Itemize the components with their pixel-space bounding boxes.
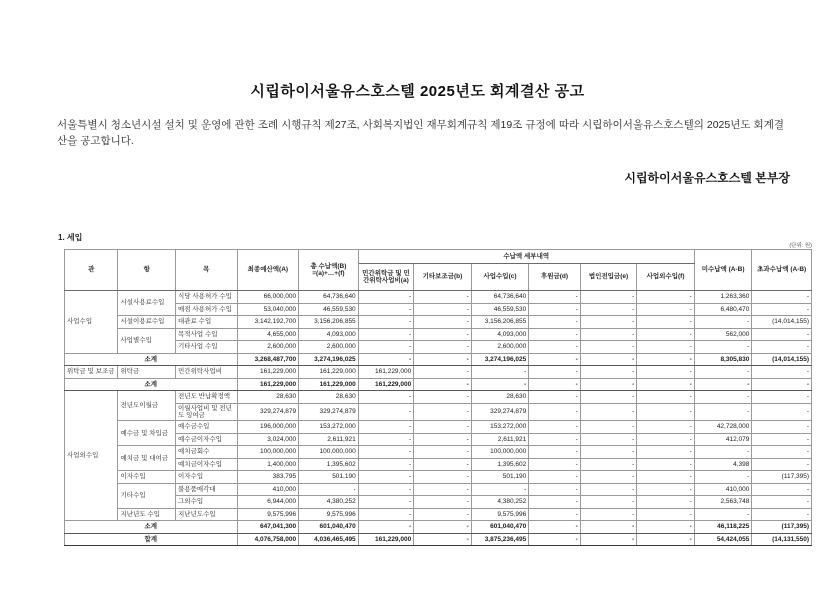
table-cell: - bbox=[694, 446, 752, 459]
table-cell: 161,229,000 bbox=[299, 378, 359, 391]
table-cell: - bbox=[752, 303, 812, 316]
table-cell: - bbox=[358, 291, 414, 304]
col-header-detail-b: 기타보조금(b) bbox=[414, 264, 472, 291]
table-cell: - bbox=[358, 303, 414, 316]
table-cell: - bbox=[358, 391, 414, 404]
table-cell: - bbox=[694, 508, 752, 521]
table-cell: - bbox=[694, 471, 752, 484]
col-header-detail-c: 사업수입(c) bbox=[471, 264, 529, 291]
table-cell: 6,480,470 bbox=[694, 303, 752, 316]
table-cell: - bbox=[580, 508, 637, 521]
table-cell: 사업수입 bbox=[65, 291, 118, 354]
table-cell: - bbox=[529, 521, 580, 534]
table-row bbox=[65, 366, 812, 379]
table-cell: - bbox=[637, 483, 695, 496]
table-cell: - bbox=[637, 403, 695, 421]
table-row bbox=[65, 391, 812, 404]
table-cell: - bbox=[358, 341, 414, 354]
col-header-hang: 항 bbox=[118, 250, 176, 291]
table-cell: 601,040,470 bbox=[471, 521, 529, 534]
table-cell: - bbox=[414, 366, 472, 379]
table-cell: - bbox=[358, 521, 414, 534]
table-row bbox=[65, 316, 812, 329]
table-cell: - bbox=[637, 421, 695, 434]
table-cell: - bbox=[580, 391, 637, 404]
table-cell: 100,000,000 bbox=[299, 446, 359, 459]
table-cell: 그외수입 bbox=[176, 496, 238, 509]
table-cell: 3,268,487,700 bbox=[237, 353, 299, 366]
table-cell: 예치금회수 bbox=[176, 446, 238, 459]
table-cell: 46,559,530 bbox=[299, 303, 359, 316]
table-cell: - bbox=[752, 378, 812, 391]
table-cell: - bbox=[471, 378, 529, 391]
table-cell: - bbox=[637, 328, 695, 341]
table-cell: - bbox=[529, 328, 580, 341]
table-cell: - bbox=[358, 353, 414, 366]
table-cell: 64,736,640 bbox=[299, 291, 359, 304]
table-cell: - bbox=[414, 533, 472, 546]
section-label-revenue: 1. 세입 bbox=[58, 233, 83, 242]
table-cell: - bbox=[580, 303, 637, 316]
table-cell: 329,274,879 bbox=[237, 403, 299, 421]
table-cell: 2,563,748 bbox=[694, 496, 752, 509]
col-header-detail-e: 법인전입금(e) bbox=[580, 264, 637, 291]
subtotal-row bbox=[65, 378, 812, 391]
table-cell: 이자수입 bbox=[176, 471, 238, 484]
table-cell: - bbox=[637, 366, 695, 379]
table-cell: - bbox=[414, 341, 472, 354]
table-cell: - bbox=[580, 458, 637, 471]
table-cell: - bbox=[529, 421, 580, 434]
table-cell: - bbox=[637, 433, 695, 446]
table-cell: - bbox=[358, 483, 414, 496]
table-row bbox=[65, 496, 812, 509]
table-cell: 예수금이자수입 bbox=[176, 433, 238, 446]
table-cell: - bbox=[580, 403, 637, 421]
table-cell: 목적사업 수입 bbox=[176, 328, 238, 341]
table-cell: 383,795 bbox=[237, 471, 299, 484]
table-cell: - bbox=[637, 391, 695, 404]
table-cell: - bbox=[529, 458, 580, 471]
table-row bbox=[65, 483, 812, 496]
table-cell: 1,395,602 bbox=[299, 458, 359, 471]
table-cell: 161,229,000 bbox=[299, 366, 359, 379]
table-cell: 100,000,000 bbox=[237, 446, 299, 459]
table-cell: - bbox=[637, 353, 695, 366]
page-title: 시립하이서울유스호스텔 2025년도 회계결산 공고 bbox=[250, 83, 585, 100]
revenue-table bbox=[64, 249, 812, 546]
table-cell: 28,630 bbox=[237, 391, 299, 404]
table-cell: - bbox=[529, 316, 580, 329]
table-cell: 28,630 bbox=[471, 391, 529, 404]
table-cell: - bbox=[637, 291, 695, 304]
signer-line: 시립하이서울유스호스텔 본부장 bbox=[624, 171, 790, 185]
table-cell: - bbox=[637, 508, 695, 521]
table-cell: - bbox=[752, 291, 812, 304]
table-cell: - bbox=[580, 328, 637, 341]
table-cell: 161,229,000 bbox=[358, 378, 414, 391]
table-cell: 4,398 bbox=[694, 458, 752, 471]
table-cell: - bbox=[752, 508, 812, 521]
table-cell: 이자수입 bbox=[118, 471, 176, 484]
table-cell: - bbox=[414, 378, 472, 391]
table-cell: - bbox=[637, 303, 695, 316]
table-cell: - bbox=[529, 471, 580, 484]
table-cell: (14,014,155) bbox=[752, 316, 812, 329]
table-cell: - bbox=[752, 341, 812, 354]
table-cell: 28,630 bbox=[299, 391, 359, 404]
table-cell: 501,190 bbox=[471, 471, 529, 484]
table-cell: - bbox=[752, 421, 812, 434]
table-cell: - bbox=[529, 391, 580, 404]
table-cell: - bbox=[752, 328, 812, 341]
table-cell: 46,559,530 bbox=[471, 303, 529, 316]
table-row bbox=[65, 433, 812, 446]
table-cell: - bbox=[358, 446, 414, 459]
table-cell: - bbox=[529, 366, 580, 379]
col-header-detail-f: 사업외수입(f) bbox=[637, 264, 695, 291]
table-cell: - bbox=[637, 533, 695, 546]
table-cell: 3,274,196,025 bbox=[471, 353, 529, 366]
table-cell: 3,156,206,855 bbox=[471, 316, 529, 329]
table-cell: 601,040,470 bbox=[299, 521, 359, 534]
table-cell: 사업외수입 bbox=[65, 391, 118, 521]
total-received-line2: =(a)+…+(f) bbox=[312, 270, 345, 277]
table-cell: - bbox=[752, 391, 812, 404]
table-cell: 153,272,000 bbox=[299, 421, 359, 434]
table-cell: 민간위탁사업비 bbox=[176, 366, 238, 379]
announcement-body-text: 서울특별시 청소년시설 설치 및 운영에 관한 조례 시행규칙 제27조, 사회복지법인 재무회계규칙 제19조 규정에 따라 시립하이서울유스호스텔의 2025년도 회계결산을 공고합니다. bbox=[57, 119, 784, 148]
table-cell: 소계 bbox=[65, 378, 238, 391]
table-cell: - bbox=[414, 291, 472, 304]
table-cell: 시설이용료수입 bbox=[118, 316, 176, 329]
table-row bbox=[65, 446, 812, 459]
table-cell: - bbox=[529, 303, 580, 316]
table-cell: - bbox=[358, 421, 414, 434]
col-header-final-budget: 최종예산액(A) bbox=[237, 250, 299, 291]
table-cell: 501,190 bbox=[299, 471, 359, 484]
col-header-detail-d: 후원금(d) bbox=[529, 264, 580, 291]
table-cell: 329,274,879 bbox=[299, 403, 359, 421]
total-row bbox=[65, 533, 812, 546]
table-cell: 기타사업 수입 bbox=[176, 341, 238, 354]
table-row bbox=[65, 458, 812, 471]
table-cell: 161,229,000 bbox=[237, 378, 299, 391]
table-cell: - bbox=[580, 433, 637, 446]
table-cell: - bbox=[358, 471, 414, 484]
total-received-line1: 총 수납액(B) bbox=[310, 262, 347, 270]
table-cell: 42,728,000 bbox=[694, 421, 752, 434]
table-cell: - bbox=[580, 471, 637, 484]
table-cell: - bbox=[358, 316, 414, 329]
table-cell: - bbox=[694, 403, 752, 421]
table-cell: 사업별수입 bbox=[118, 328, 176, 353]
table-cell: - bbox=[471, 366, 529, 379]
table-cell: - bbox=[752, 458, 812, 471]
table-cell: - bbox=[580, 521, 637, 534]
table-cell: 위탁금 및 보조금 bbox=[65, 366, 118, 379]
table-cell: - bbox=[752, 483, 812, 496]
table-cell: 410,000 bbox=[694, 483, 752, 496]
table-cell: 2,600,000 bbox=[237, 341, 299, 354]
table-cell: 1,400,000 bbox=[237, 458, 299, 471]
table-cell: (14,014,155) bbox=[752, 353, 812, 366]
subtotal-row bbox=[65, 521, 812, 534]
table-cell: - bbox=[414, 496, 472, 509]
table-cell: - bbox=[299, 483, 359, 496]
table-row bbox=[65, 328, 812, 341]
table-row bbox=[65, 508, 812, 521]
table-cell: 161,229,000 bbox=[358, 366, 414, 379]
table-cell: - bbox=[414, 521, 472, 534]
table-cell: - bbox=[414, 391, 472, 404]
table-cell: - bbox=[358, 508, 414, 521]
table-cell: - bbox=[358, 403, 414, 421]
table-cell: 647,041,300 bbox=[237, 521, 299, 534]
table-cell: 3,156,206,855 bbox=[299, 316, 359, 329]
col-header-gwan: 관 bbox=[65, 250, 118, 291]
table-cell: - bbox=[414, 446, 472, 459]
table-cell: - bbox=[580, 378, 637, 391]
table-cell: - bbox=[637, 316, 695, 329]
table-cell: - bbox=[529, 508, 580, 521]
table-cell: 소계 bbox=[65, 353, 238, 366]
table-cell: - bbox=[694, 316, 752, 329]
col-header-detail-group: 수납액 세부내역 bbox=[358, 250, 694, 264]
table-cell: 1,395,602 bbox=[471, 458, 529, 471]
table-cell: 3,142,192,700 bbox=[237, 316, 299, 329]
table-cell: - bbox=[414, 471, 472, 484]
table-cell: 4,380,252 bbox=[299, 496, 359, 509]
table-row bbox=[65, 471, 812, 484]
table-cell: - bbox=[358, 496, 414, 509]
table-cell: 불용품매각대 bbox=[176, 483, 238, 496]
table-cell: 소계 bbox=[65, 521, 238, 534]
table-cell: - bbox=[414, 328, 472, 341]
table-cell: - bbox=[580, 316, 637, 329]
table-row bbox=[65, 291, 812, 304]
table-cell: 161,229,000 bbox=[237, 366, 299, 379]
table-cell: - bbox=[752, 403, 812, 421]
unit-label: (단위: 원) bbox=[789, 243, 812, 249]
table-cell: - bbox=[529, 533, 580, 546]
table-cell: - bbox=[580, 353, 637, 366]
table-cell: 지난년도수입 bbox=[176, 508, 238, 521]
col-header-uncollected: 미수납액 (A-B) bbox=[694, 250, 752, 291]
table-cell: 161,229,000 bbox=[358, 533, 414, 546]
table-cell: (117,395) bbox=[752, 521, 812, 534]
table-cell: 전년도 반납확정액 bbox=[176, 391, 238, 404]
table-cell: - bbox=[529, 483, 580, 496]
table-cell: 3,024,000 bbox=[237, 433, 299, 446]
table-cell: - bbox=[529, 433, 580, 446]
table-row bbox=[65, 421, 812, 434]
table-row bbox=[65, 403, 812, 421]
table-row bbox=[65, 341, 812, 354]
table-cell: 지난년도 수입 bbox=[118, 508, 176, 521]
table-cell: 4,036,465,495 bbox=[299, 533, 359, 546]
table-cell: - bbox=[358, 433, 414, 446]
table-cell: - bbox=[529, 353, 580, 366]
table-cell: 예치금 및 대여금 bbox=[118, 446, 176, 471]
table-cell: - bbox=[358, 458, 414, 471]
table-cell: 전년도이월금 bbox=[118, 391, 176, 421]
table-cell: - bbox=[580, 366, 637, 379]
table-cell: 2,600,000 bbox=[299, 341, 359, 354]
table-cell: 53,040,000 bbox=[237, 303, 299, 316]
table-cell: - bbox=[580, 483, 637, 496]
col-header-total-received bbox=[299, 250, 359, 291]
table-cell: 9,575,996 bbox=[471, 508, 529, 521]
table-cell: 3,274,196,025 bbox=[299, 353, 359, 366]
table-cell: 6,944,000 bbox=[237, 496, 299, 509]
table-cell: - bbox=[694, 366, 752, 379]
table-cell: - bbox=[580, 446, 637, 459]
table-cell: - bbox=[580, 421, 637, 434]
table-cell: 8,305,830 bbox=[694, 353, 752, 366]
table-cell: 4,093,000 bbox=[471, 328, 529, 341]
table-cell: 2,611,921 bbox=[299, 433, 359, 446]
table-cell: 562,000 bbox=[694, 328, 752, 341]
table-cell: - bbox=[637, 458, 695, 471]
table-cell: 위탁금 bbox=[118, 366, 176, 379]
table-cell: 46,118,225 bbox=[694, 521, 752, 534]
table-cell: 2,600,000 bbox=[471, 341, 529, 354]
table-cell: - bbox=[694, 341, 752, 354]
revenue-table-header bbox=[65, 250, 812, 291]
table-cell: 54,424,055 bbox=[694, 533, 752, 546]
table-cell: - bbox=[637, 378, 695, 391]
table-cell: 대관료 수입 bbox=[176, 316, 238, 329]
table-cell: 9,575,996 bbox=[299, 508, 359, 521]
table-cell: 66,000,000 bbox=[237, 291, 299, 304]
table-cell: 64,736,640 bbox=[471, 291, 529, 304]
col-header-excess: 초과수납액 (A-B) bbox=[752, 250, 812, 291]
table-cell: - bbox=[414, 508, 472, 521]
table-cell: 410,000 bbox=[237, 483, 299, 496]
table-cell: - bbox=[358, 328, 414, 341]
table-cell: (14,131,550) bbox=[752, 533, 812, 546]
table-cell: - bbox=[752, 433, 812, 446]
table-cell: 예치금이자수입 bbox=[176, 458, 238, 471]
table-cell: (117,395) bbox=[752, 471, 812, 484]
table-cell: - bbox=[414, 421, 472, 434]
table-cell: 153,272,000 bbox=[471, 421, 529, 434]
table-cell: 196,000,000 bbox=[237, 421, 299, 434]
table-cell: - bbox=[414, 403, 472, 421]
table-cell: 1,263,360 bbox=[694, 291, 752, 304]
table-cell: 식당 사용허가 수입 bbox=[176, 291, 238, 304]
table-cell: 4,093,000 bbox=[299, 328, 359, 341]
table-cell: 9,575,996 bbox=[237, 508, 299, 521]
table-cell: - bbox=[414, 353, 472, 366]
table-cell: - bbox=[637, 341, 695, 354]
table-cell: 시설사용료수입 bbox=[118, 291, 176, 316]
table-cell: 412,079 bbox=[694, 433, 752, 446]
col-header-detail-a: 민간위탁금 및 민간위탁사업비(a) bbox=[358, 264, 414, 291]
table-cell: - bbox=[529, 446, 580, 459]
table-cell: - bbox=[529, 341, 580, 354]
table-cell: 3,875,236,495 bbox=[471, 533, 529, 546]
table-cell: 합계 bbox=[65, 533, 238, 546]
table-cell: - bbox=[694, 391, 752, 404]
table-row bbox=[65, 303, 812, 316]
header-row-1 bbox=[65, 250, 812, 264]
table-cell: 기타수입 bbox=[118, 483, 176, 508]
table-cell: - bbox=[752, 446, 812, 459]
table-cell: 예수금 및 차입금 bbox=[118, 421, 176, 446]
table-cell: - bbox=[694, 378, 752, 391]
table-cell: 329,274,879 bbox=[471, 403, 529, 421]
table-cell: 2,611,921 bbox=[471, 433, 529, 446]
table-cell: - bbox=[637, 521, 695, 534]
table-cell: - bbox=[752, 366, 812, 379]
table-cell: - bbox=[580, 496, 637, 509]
table-cell: - bbox=[529, 378, 580, 391]
table-cell: - bbox=[637, 496, 695, 509]
table-cell: - bbox=[752, 496, 812, 509]
table-cell: - bbox=[529, 496, 580, 509]
table-cell: - bbox=[580, 291, 637, 304]
table-cell: - bbox=[637, 471, 695, 484]
table-cell: - bbox=[529, 291, 580, 304]
table-cell: - bbox=[414, 316, 472, 329]
table-cell: 4,655,000 bbox=[237, 328, 299, 341]
table-cell: 4,380,252 bbox=[471, 496, 529, 509]
table-cell: - bbox=[414, 303, 472, 316]
table-cell: - bbox=[580, 533, 637, 546]
table-cell: - bbox=[414, 483, 472, 496]
table-cell: - bbox=[414, 433, 472, 446]
table-cell: - bbox=[414, 458, 472, 471]
table-cell: 이월사업비 및 전년도 잉여금 bbox=[176, 403, 238, 421]
table-cell: - bbox=[580, 341, 637, 354]
table-cell: 매점 사용허가 수입 bbox=[176, 303, 238, 316]
table-cell: - bbox=[471, 483, 529, 496]
table-cell: - bbox=[637, 446, 695, 459]
table-cell: 예수금수입 bbox=[176, 421, 238, 434]
col-header-mok: 목 bbox=[176, 250, 238, 291]
revenue-table-body bbox=[65, 291, 812, 546]
table-cell: - bbox=[529, 403, 580, 421]
subtotal-row bbox=[65, 353, 812, 366]
table-cell: 4,076,758,000 bbox=[237, 533, 299, 546]
table-cell: 100,000,000 bbox=[471, 446, 529, 459]
